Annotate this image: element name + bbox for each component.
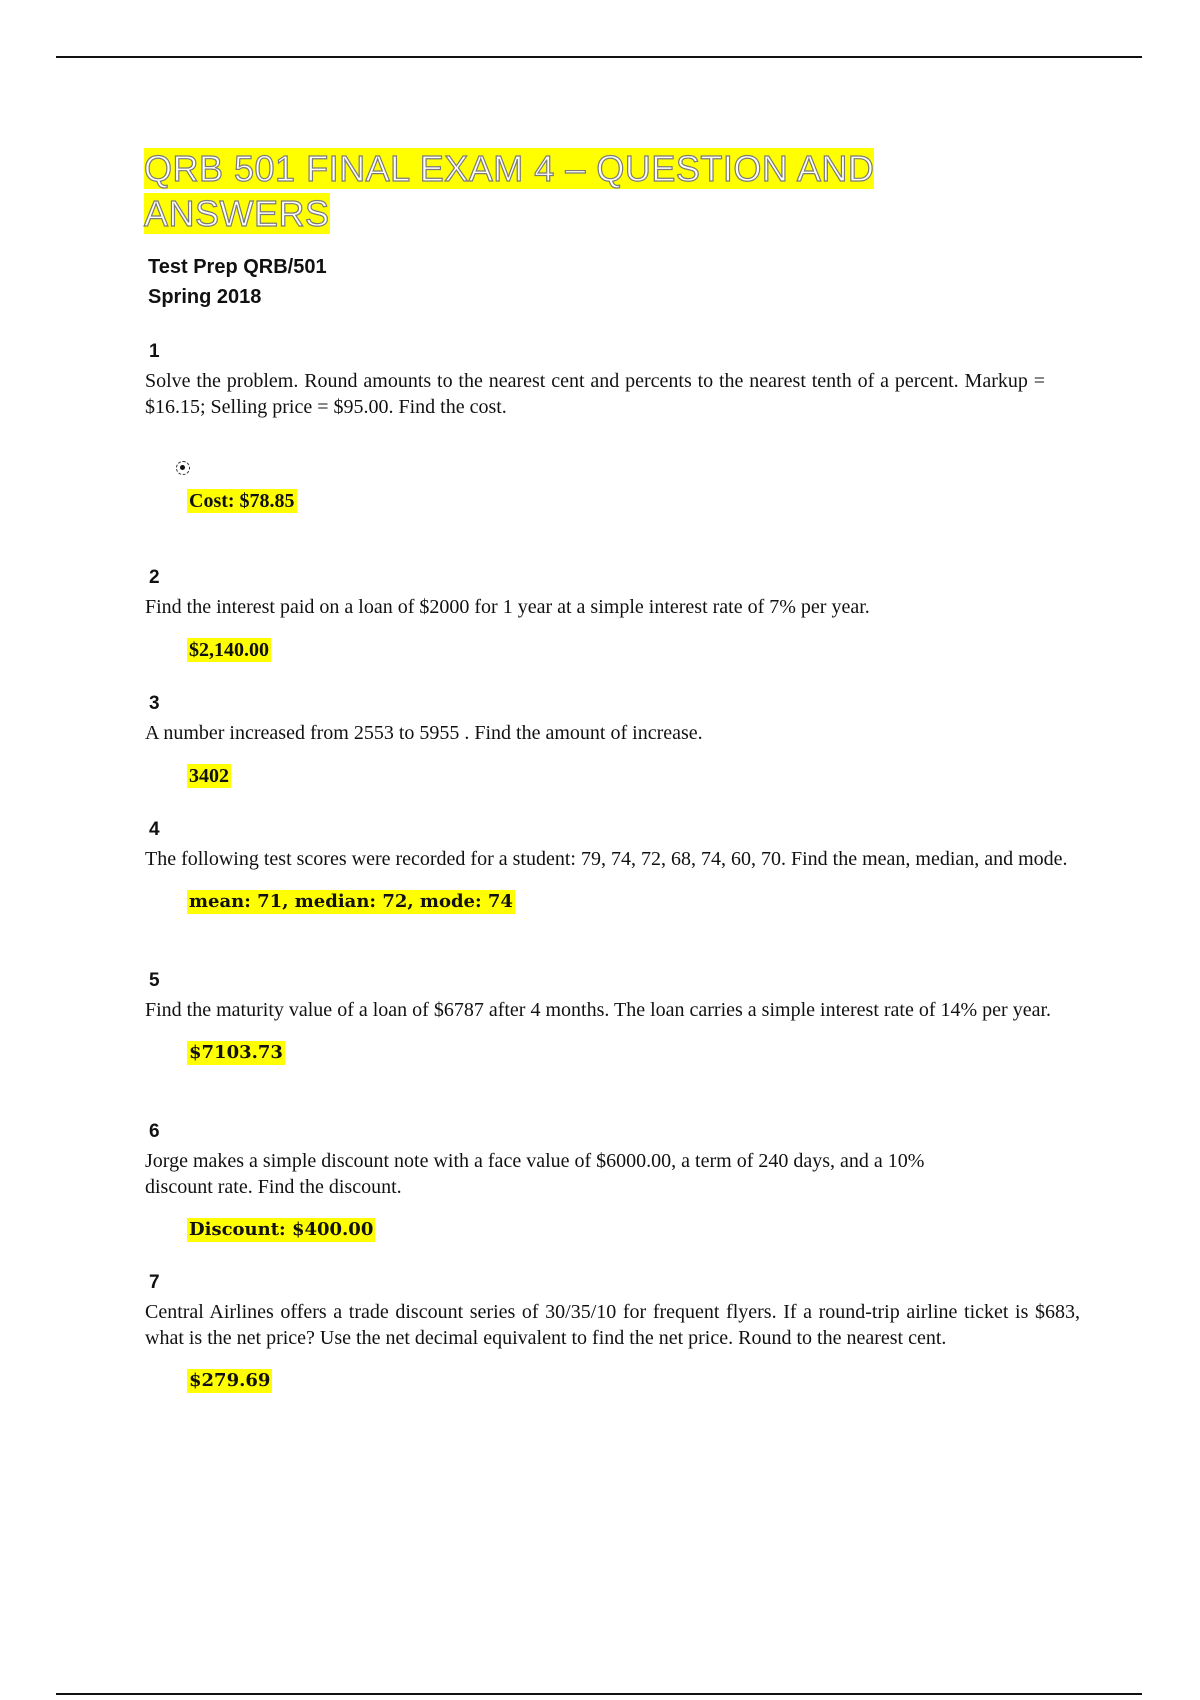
answer-1: Cost: $78.85	[189, 490, 295, 512]
question-number: 2	[149, 567, 160, 588]
question-number: 4	[149, 819, 160, 840]
document-title	[144, 146, 964, 236]
question-text: A number increased from 2553 to 5955 . Find the amount of increase.	[145, 722, 703, 744]
top-rule	[56, 56, 1142, 58]
question-number: 6	[149, 1121, 160, 1142]
question-number: 5	[149, 970, 160, 991]
question-number: 3	[149, 693, 160, 714]
subtitle: Test Prep QRB/501	[148, 256, 327, 278]
question-text: Find the interest paid on a loan of $2000 for 1 year at a simple interest rate of 7% per year.	[145, 596, 870, 618]
document-meta	[148, 252, 327, 312]
question-7	[145, 1271, 1080, 1393]
question-4	[145, 818, 1080, 914]
bottom-rule	[56, 1693, 1142, 1695]
question-6	[145, 1120, 1080, 1242]
answer-6: Discount: $400.00	[189, 1219, 374, 1240]
question-1	[145, 340, 1080, 420]
term: Spring 2018	[148, 286, 262, 308]
question-2	[145, 566, 1080, 662]
question-text: Solve the problem. Round amounts to the nearest cent and percents to the nearest tenth of a percent. Markup = $16.15; Selling price = $95.00. Find the cost.	[145, 370, 1045, 418]
title-line-1: QRB 501 FINAL EXAM 4 – QUESTION AND	[144, 148, 875, 189]
answer-2: $2,140.00	[189, 639, 269, 661]
question-text: Find the maturity value of a loan of $6787 after 4 months. The loan carries a simple interest rate of 14% per year.	[145, 999, 1052, 1021]
question-number: 1	[149, 341, 160, 362]
answer-3: 3402	[189, 765, 229, 787]
question-number: 7	[149, 1272, 160, 1293]
question-text: Jorge makes a simple discount note with a face value of $6000.00, a term of 240 days, and a 10% discount rate. Find the discount.	[145, 1150, 925, 1198]
question-5	[145, 969, 1080, 1065]
answer-1-wrap	[145, 471, 1080, 513]
answer-5: $7103.73	[189, 1042, 283, 1063]
answer-7: $279.69	[189, 1370, 271, 1391]
question-text: The following test scores were recorded for a student: 79, 74, 72, 68, 74, 60, 70. Find the mean, median, and mode.	[145, 848, 1068, 870]
title-line-2: ANSWERS	[144, 193, 330, 234]
question-text: Central Airlines offers a trade discount series of 30/35/10 for frequent flyers. If a round-trip airline ticket is $683, what is the net price? Use the net decimal equivalent to find the net price. Round to the nearest cent.	[145, 1301, 1080, 1349]
question-3	[145, 692, 1080, 788]
answer-4: mean: 71, median: 72, mode: 74	[189, 891, 513, 912]
